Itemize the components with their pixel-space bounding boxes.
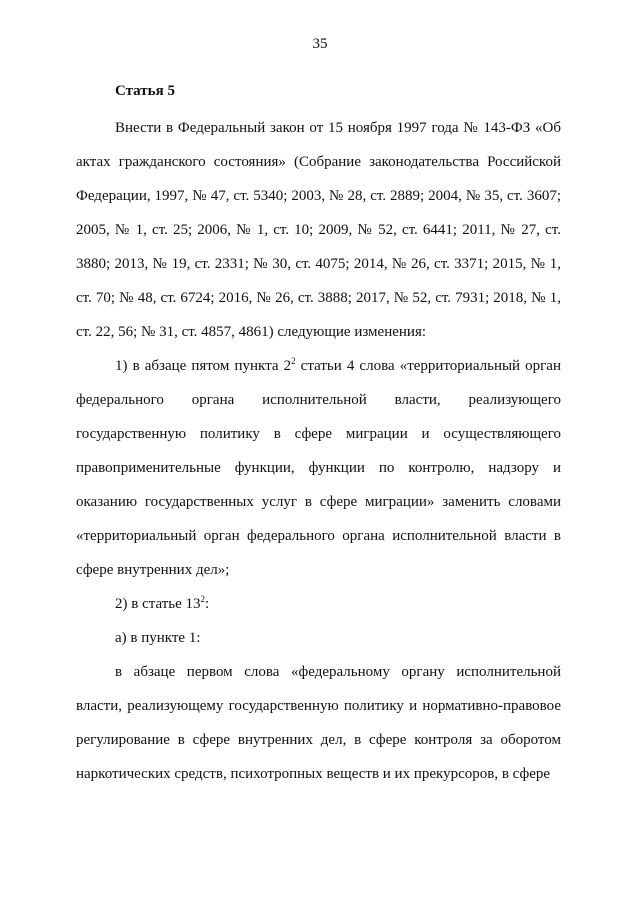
item-2-paragraph — [76, 587, 561, 621]
item-1-text: статьи 4 слова «территориальный орган федерального органа исполнительной власти, реализующего государственную политику в сфере миграции и осуществляющего правоприменительные функции, функции по контролю, надзору и оказанию государственных услуг в сфере миграции» заменить словами «территориальный орган федерального органа исполнительной власти в сфере внутренних дел»; — [76, 358, 561, 578]
article-heading: Статья 5 — [115, 83, 175, 99]
item-2-text: : — [205, 596, 210, 612]
document-body — [76, 74, 561, 791]
article-intro-paragraph: Внести в Федеральный закон от 15 ноября 1997 года № 143-ФЗ «Об актах гражданского состояния» (Собрание законодательства Российской Федерации, 1997, № 47, ст. 5340; 2003, № 28, ст. 2889; 2004, № 35, ст. 3607; 2005, № 1, ст. 25; 2006, № 1, ст. 10; 2009, № 52, ст. 6441; 2011, № 27, ст. 3880; 2013, № 19, ст. 2331; № 30, ст. 4075; 2014, № 26, ст. 3371; 2015, № 1, ст. 70; № 48, ст. 6724; 2016, № 26, ст. 3888; 2017, № 52, ст. 7931; 2018, № 1, ст. 22, 56; № 31, ст. 4857, 4861) следующие изменения: — [76, 120, 561, 340]
sub-item-a-text-paragraph: в абзаце первом слова «федеральному органу исполнительной власти, реализующему государственную политику и нормативно-правовое регулирование в сфере внутренних дел, в сфере контроля за оборотом наркотических средств, психотропных веществ и их прекурсоров, в сфере — [76, 664, 561, 782]
item-1-paragraph — [76, 349, 561, 587]
sub-item-a-paragraph: а) в пункте 1: — [115, 630, 201, 646]
item-1-prefix: 1) в абзаце пятом пункта 2 — [115, 358, 292, 374]
item-2-superscript: 2 — [200, 594, 206, 604]
page-number: 35 — [312, 36, 328, 52]
item-1-superscript: 2 — [291, 356, 296, 366]
item-2-prefix: 2) в статье 13 — [115, 596, 201, 612]
